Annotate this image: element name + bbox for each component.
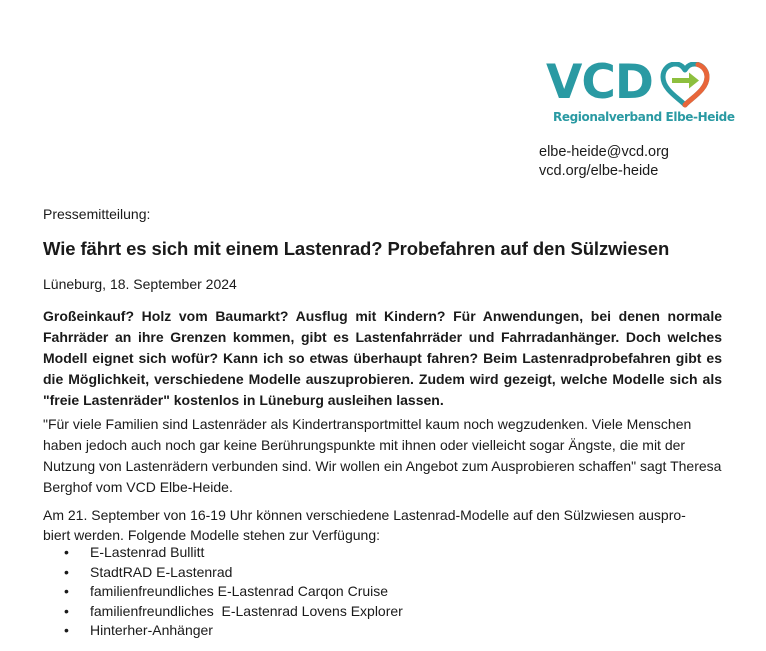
dateline: Lüneburg, 18. September 2024	[43, 276, 237, 292]
event-paragraph-line-1: Am 21. September von 16-19 Uhr können verschiedene Lastenrad-Modelle auf den Sülzwiesen auspro-	[43, 507, 686, 523]
lead-paragraph: Großeinkauf? Holz vom Baumarkt? Ausflug mit Kindern? Für Anwendungen, bei denen normale Fahrräder an ihre Grenzen kommen, gibt es Lastenfahrräder und Fahrradanhänger. Doch welches Modell eignet sich wofür? Kann ich so etwas überhaupt fahren? Beim Lastenradprobefahren gibt es die Möglichkeit, verschiedene Modelle auszuprobieren. Zudem wird gezeigt, welche Modelle sich als "freie Lastenräder" kostenlos in Lüneburg ausleihen lassen.	[43, 308, 722, 408]
contact-email[interactable]: elbe-heide@vcd.org	[539, 144, 669, 160]
bullet-icon: •	[64, 583, 69, 600]
bullet-icon: •	[64, 544, 69, 560]
list-item	[43, 563, 403, 583]
bullet-icon: •	[64, 602, 69, 619]
model-name: StadtRAD E-Lastenrad	[90, 563, 233, 580]
model-name: Hinterher-Anhänger	[90, 622, 213, 639]
bullet-icon: •	[64, 622, 69, 639]
contact-block	[539, 143, 669, 181]
model-name: familienfreundliches E-Lastenrad Carqon Cruise	[90, 583, 389, 600]
logo-brand-text: VCD	[546, 55, 653, 110]
model-list	[43, 543, 403, 641]
quote-paragraph: "Für viele Familien sind Lastenräder als Kindertransportmittel kaum noch wegzudenken. Viele Menschen haben jedoch auch noch gar keine Berührungspunkte mit ihnen oder vielleicht sogar Ängste, die mit der Nutzung von Lastenrädern verbunden sind. Wir wollen ein Angebot zum Ausprobieren schaffen" sagt Theresa Berghof vom VCD Elbe-Heide.	[43, 416, 722, 495]
list-item	[43, 602, 403, 622]
model-name: familienfreundliches E-Lastenrad Lovens Explorer	[90, 602, 403, 619]
list-item	[43, 582, 403, 602]
logo-region-name: Regionalverband Elbe-Heide	[553, 110, 735, 124]
contact-website[interactable]: vcd.org/elbe-heide	[539, 163, 659, 179]
list-item	[43, 621, 403, 641]
model-name: E-Lastenrad Bullitt	[90, 544, 205, 560]
heart-arrow-icon	[660, 62, 710, 108]
list-item	[43, 543, 403, 563]
document-label: Pressemitteilung:	[43, 206, 151, 222]
bullet-icon: •	[64, 563, 69, 580]
event-paragraph	[43, 505, 725, 545]
page-title: Wie fährt es sich mit einem Lastenrad? Probefahren auf den Sülzwiesen	[43, 238, 670, 259]
event-paragraph-line-2: biert werden. Folgende Modelle stehen zur Verfügung:	[43, 527, 380, 543]
vcd-logo	[546, 55, 735, 128]
